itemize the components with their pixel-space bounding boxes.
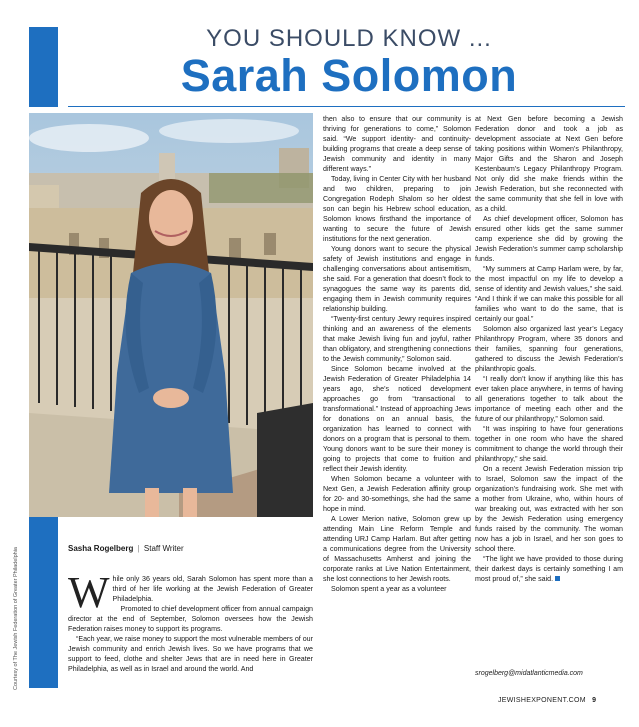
body-paragraph: “My summers at Camp Harlam were, by far, the most impactful on my life to develop a sense of identity and Jewish values,” she said. “And I think if we can make this possible for all families who want to do the same, that is certainly our goal.”	[475, 265, 623, 323]
drop-cap: W	[68, 568, 110, 617]
photo-credit: Courtesy of The Jewish Federation of Greater Philadelphia	[13, 547, 19, 690]
article-column-3	[475, 114, 623, 584]
lead-paragraph	[68, 568, 313, 617]
body-paragraph: On a recent Jewish Federation mission trip to Israel, Solomon saw the impact of the organization’s fundraising work. She met with a mother from Ukraine, who, within hours of war breaking out, was extracted with her son by the Jewish Federation using emergency funds raised by the community. The woman now has a job in Israel, and her son goes to school there.	[475, 465, 623, 553]
body-paragraph: “Each year, we raise money to support the most vulnerable members of our Jewish community and enrich Jewish lives. So we have programs that we support to feed, clothe and shelter Jews that are in need here in Greater Philadelphia, as well as in Israel and around the world. And	[68, 635, 313, 673]
body-paragraph: “I really don’t know if anything like this has ever taken place anywhere, in terms of having all generations together to talk about the importance of meeting each other and the future of our philanthropy,” Solomon said.	[475, 375, 623, 423]
end-mark-icon	[555, 576, 560, 581]
footer-site: JEWISHEXPONENT.COM	[498, 697, 586, 704]
body-paragraph: When Solomon became a volunteer with Next Gen, a Jewish Federation affinity group for 20- and 30-somethings, she had the same hope in mind.	[323, 475, 471, 513]
byline-separator: |	[137, 544, 140, 553]
page-number: 9	[592, 697, 597, 704]
body-paragraph: “It was inspiring to have four generations together in one room who have the shared commitment to change the world through their philanthropy,” she said.	[475, 425, 623, 463]
lead-column	[68, 568, 313, 674]
author-role: Staff Writer	[143, 544, 184, 553]
body-paragraph: at Next Gen before becoming a Jewish Federation donor and took a job as development associate at Next Gen before taking positions within Women’s Philanthropy, Major Gifts and the Sharon and Joseph Kestenbaum’s Legacy Philanthropy Program. Not only did she make friends within the Jewish Federation, but she reconnected with the same community that she fell in love with as a child.	[475, 115, 623, 213]
portrait-photo	[29, 113, 313, 517]
byline	[68, 544, 184, 553]
accent-bar-top	[29, 27, 58, 107]
accent-bar-left	[29, 516, 58, 688]
body-paragraph	[475, 554, 623, 584]
body-paragraph: A Lower Merion native, Solomon grew up attending Main Line Reform Temple and attending URJ Camp Harlam. But after getting a communications degree from the University of Massachusetts Amherst and joining the corporate ranks at Live Nation Entertainment, she lost connections to her Jewish roots.	[323, 515, 471, 583]
headline-rule	[68, 106, 625, 107]
body-paragraph: Promoted to chief development officer from annual campaign director at the end of September, Solomon oversees how the Jewish Federation raises money to support its programs.	[68, 605, 313, 633]
body-paragraph: Solomon spent a year as a volunteer	[331, 585, 447, 593]
body-paragraph: Young donors want to secure the physical safety of Jewish institutions and engage in challenging conversations about antisemitism, she said. For a generation that doesn’t flock to synagogues the same way its parents did, engaging them in Jewish community requires relationship building.	[323, 245, 471, 313]
author-name: Sasha Rogelberg	[68, 544, 134, 553]
body-paragraph: Today, living in Center City with her husband and two children, preparing to join Congregation Rodeph Shalom so her oldest son can begin his Hebrew school education, Solomon knows firsthand the importance of wanting to secure the future of Jewish institutions for the next generation.	[323, 175, 471, 243]
body-paragraph: “Twenty-first century Jewry requires inspired thinking and an awareness of the elements that make Jewish living fun and joyful, rather than obligatory, and strengthening connections to the Jewish community,” Solomon said.	[323, 315, 471, 363]
body-paragraph: Solomon also organized last year’s Legacy Philanthropy Program, where 35 donors and their families, spanning four generations, gathered to discuss the Jewish Federation’s philanthropic goals.	[475, 325, 623, 373]
article-column-2	[323, 114, 471, 594]
headline: Sarah Solomon	[180, 50, 518, 101]
section-kicker: YOU SHOULD KNOW ...	[206, 25, 492, 52]
body-paragraph: then also to ensure that our community is thriving for generations to come,” Solomon said. “We support identity- and continuity-building programs that create a deep sense of Jewish community and identity in many different ways.”	[323, 115, 471, 173]
body-paragraph: As chief development officer, Solomon has ensured other kids get the same summer camp experience she did by growing the Jewish Federation’s summer camp scholarship funds.	[475, 215, 623, 263]
lead-paragraph-text: hile only 36 years old, Sarah Solomon has spent more than a third of her life working at the Jewish Federation of Greater Philadelphia.	[112, 575, 313, 603]
page-footer	[498, 697, 596, 704]
body-paragraph: Since Solomon became involved at the Jewish Federation of Greater Philadelphia 14 years ago, she’s noticed development approaches go from “transactional to transformational.” Instead of approaching Jews for donations on an annual basis, the organization has learned to connect with donors on a program that is personal to them. Young donors want to be sure their money is going to projects that come to fruition and reflect their Jewish identity.	[323, 365, 471, 473]
closing-text: “The light we have provided to those during their darkest days is certainly something I am most proud of,” she said.	[475, 555, 623, 583]
author-email-link[interactable]: srogelberg@midatlanticmedia.com	[475, 670, 583, 677]
